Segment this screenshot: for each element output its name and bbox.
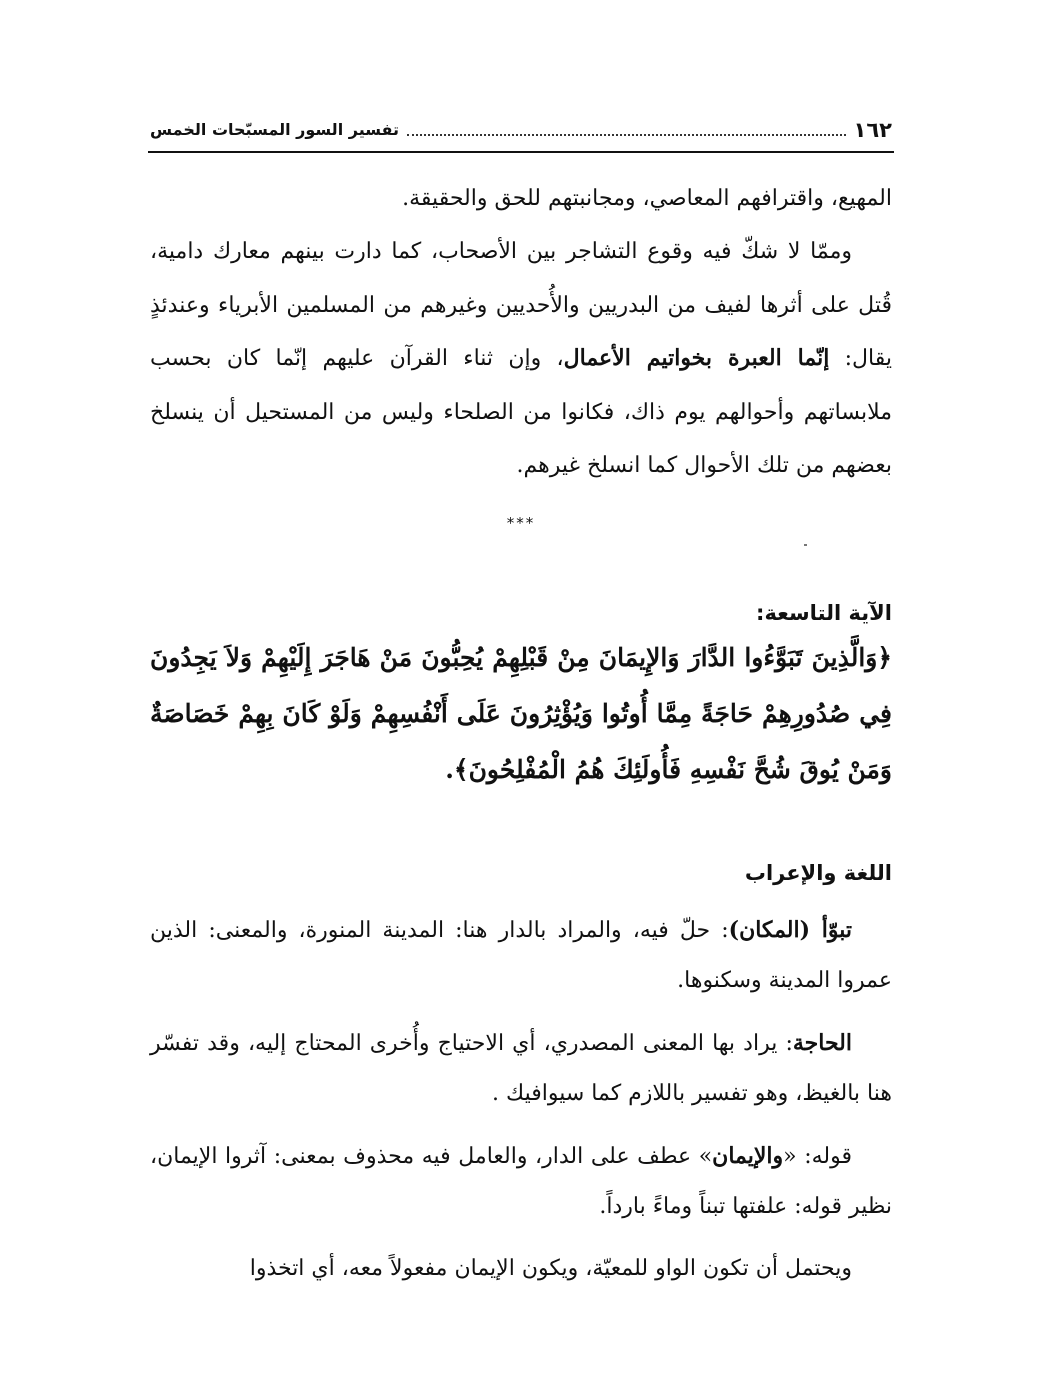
section-separator: *** — [506, 514, 536, 532]
paragraph-2-bold-phrase: إنّما العبرة بخواتيم الأعمال — [563, 345, 830, 372]
definition-text: : حلّ فيه، والمراد بالدار هنا: المدينة المنورة، والمعنى: الذين عمروا المدينة وسكنوها. — [150, 918, 892, 993]
quran-verse: ﴿وَالَّذِينَ تَبَوَّءُوا الدَّارَ وَالإِيمَانَ مِنْ قَبْلِهِمْ يُحِبُّونَ مَنْ هَاجَرَ إِلَيْهِمْ وَلاَ يَجِدُونَ فِي صُدُورِهِمْ حَاجَةً مِمَّا أُوتُوا وَيُؤْثِرُونَ عَلَى أَنْفُسِهِمْ وَلَوْ كَانَ بِهِمْ خَصَاصَةٌ وَمَنْ يُوقَ شُحَّ نَفْسِهِ فَأُولَئِكَ هُمُ الْمُفْلِحُونَ﴾. — [150, 643, 892, 784]
definition-entry — [150, 905, 892, 1006]
definition-prefix: قوله: « — [783, 1144, 852, 1169]
definition-entry — [150, 1244, 892, 1294]
paragraph-1 — [150, 172, 892, 225]
definition-text: » عطف على الدار، والعامل فيه محذوف بمعنى: آثروا الإيمان، نظير قوله: علفتها تبناً وماءً بارداً. — [150, 1144, 892, 1219]
definition-text: : يراد بها المعنى المصدري، أي الاحتياج وأُخرى المحتاج إليه، وقد تفسّر هنا بالغيظ، وهو تفسير باللازم كما سيوافيك . — [150, 1031, 892, 1106]
definition-term: الحاجة — [792, 1030, 852, 1056]
verse-heading: الآية التاسعة: — [756, 601, 892, 625]
paragraph-2-text-end: ، وإن ثناء القرآن عليهم إنّما كان بحسب ملابساتهم وأحوالهم يوم ذاك، فكانوا من الصلحاء وليس من المستحيل أن ينسلخ بعضهم من تلك الأحوال كما انسلخ غيرهم. — [150, 346, 892, 479]
language-heading: اللغة والإعراب — [744, 861, 892, 885]
page-number: ١٦٢ — [853, 118, 892, 142]
book-page — [150, 0, 892, 1395]
paragraph-2 — [150, 225, 892, 492]
running-title: تفسير السور المسبّحات الخمس — [150, 120, 400, 139]
header-dotted-leader — [407, 134, 846, 136]
page-header — [150, 112, 892, 142]
definition-term: تبوّأ (المكان) — [728, 917, 853, 943]
body-text-block-2 — [150, 905, 892, 1294]
definition-term: والإيمان — [712, 1143, 784, 1169]
paragraph-1-text: المهيع، واقترافهم المعاصي، ومجانبتهم للحق والحقيقة. — [402, 186, 892, 211]
paragraph-2-text-start: وممّا لا شكّ فيه وقوع التشاجر بين الأصحاب، كما دارت بينهم معارك دامية، قُتل على أثرها لفيف من البدريين والأُحديين وغيرهم من المسلمين الأبرياء وعندئذٍ يقال: — [150, 239, 892, 372]
print-speck — [804, 544, 807, 546]
header-rule — [148, 151, 894, 153]
definition-entry — [150, 1018, 892, 1119]
body-text-block-1 — [150, 172, 892, 492]
definition-entry — [150, 1131, 892, 1232]
definition-text: ويحتمل أن تكون الواو للمعيّة، ويكون الإيمان مفعولاً معه، أي اتخذوا — [249, 1256, 852, 1281]
